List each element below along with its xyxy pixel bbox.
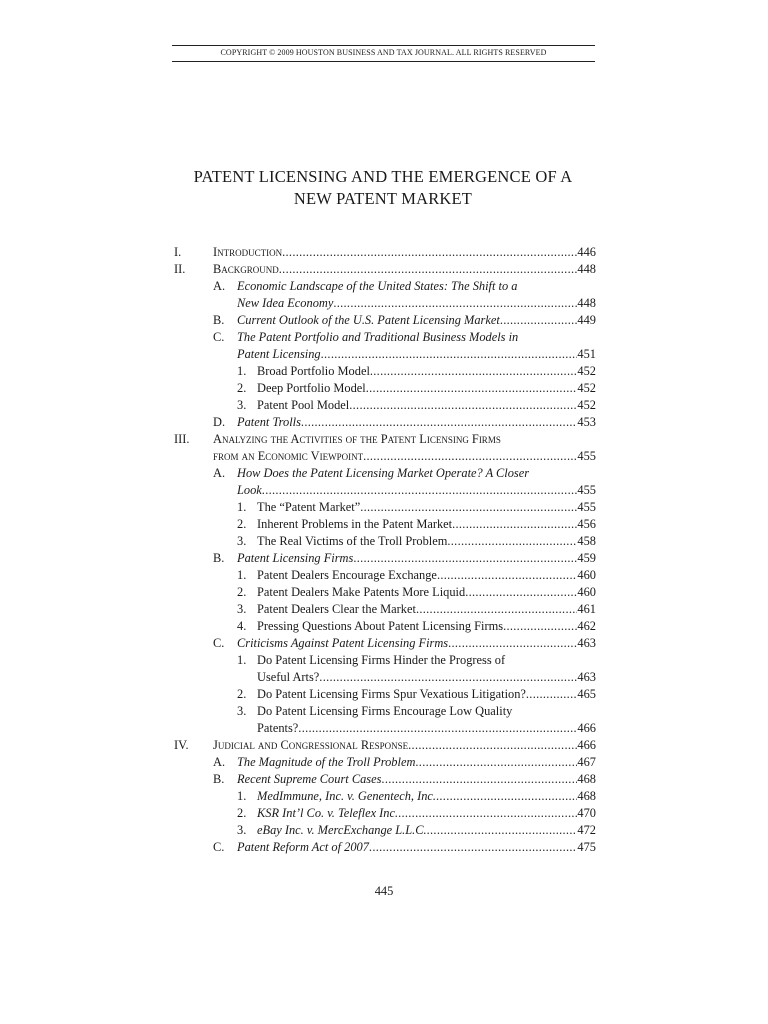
toc-numeral: 3.	[237, 704, 247, 718]
toc-dot-leader	[447, 533, 577, 550]
toc-heading-text: The Patent Portfolio and Traditional Business Models in	[237, 330, 519, 344]
toc-numeral: B.	[213, 551, 225, 565]
toc-dot-leader	[503, 618, 577, 635]
toc-numeral: 1.	[237, 653, 247, 667]
toc-heading-text: Economic Landscape of the United States: The Shift to a	[237, 279, 518, 293]
toc-numeral: 1.	[237, 500, 247, 514]
toc-dot-leader	[301, 414, 577, 431]
toc-numeral: B.	[213, 772, 225, 786]
toc-dot-leader	[398, 805, 577, 822]
title-line-2: NEW PATENT MARKET	[293, 189, 473, 208]
toc-dot-leader	[416, 601, 577, 618]
toc-numeral: C.	[213, 636, 225, 650]
toc-heading-text: Useful Arts?	[257, 670, 320, 684]
toc-numeral: 2.	[237, 687, 247, 701]
toc-dot-leader	[500, 312, 578, 329]
toc-dot-leader	[319, 669, 577, 686]
toc-numeral: A.	[213, 755, 226, 769]
toc-numeral: 2.	[237, 806, 247, 820]
toc-dot-leader	[333, 295, 577, 312]
toc-numeral: 2.	[237, 381, 247, 395]
toc-page-number: 452	[577, 381, 596, 395]
toc-entry-line	[0, 516, 768, 533]
title-line-1: PATENT LICENSING AND THE EMERGENCE OF A	[193, 167, 573, 186]
toc-entry-line	[0, 822, 768, 839]
toc-page-number: 459	[577, 551, 596, 565]
toc-heading-text: The Magnitude of the Troll Problem	[237, 755, 416, 769]
toc-dot-leader	[465, 584, 577, 601]
toc-entry-line	[0, 533, 768, 550]
toc-entry-line	[0, 397, 768, 414]
toc-page-number: 462	[577, 619, 596, 633]
toc-dot-leader	[526, 686, 578, 703]
toc-page-number: 456	[577, 517, 596, 531]
toc-entry-line	[0, 601, 768, 618]
toc-page-number: 449	[577, 313, 596, 327]
toc-entry-line	[0, 380, 768, 397]
toc-heading-text: Background	[213, 262, 279, 276]
toc-entry-line	[0, 448, 768, 465]
toc-entry-line	[0, 482, 768, 499]
toc-heading-text: The Real Victims of the Troll Problem	[257, 534, 448, 548]
toc-page-number: 472	[577, 823, 596, 837]
page-number: 445	[374, 884, 394, 898]
toc-page-number: 466	[577, 721, 596, 735]
toc-page-number: 446	[577, 245, 596, 259]
toc-page-number: 466	[577, 738, 596, 752]
toc-dot-leader	[282, 244, 577, 261]
toc-heading-text: KSR Int’l Co. v. Teleflex Inc.	[257, 806, 399, 820]
toc-entry-line	[0, 686, 768, 703]
toc-entry-line	[0, 499, 768, 516]
toc-dot-leader	[415, 754, 577, 771]
toc-heading-text: The “Patent Market”	[257, 500, 361, 514]
toc-page-number: 468	[577, 772, 596, 786]
toc-dot-leader	[353, 550, 577, 567]
toc-entry-line	[0, 805, 768, 822]
toc-heading-text: Patent Dealers Encourage Exchange	[257, 568, 437, 582]
toc-page-number: 463	[577, 670, 596, 684]
toc-entry-line	[0, 414, 768, 431]
toc-numeral: A.	[213, 279, 226, 293]
toc-entry-line	[0, 346, 768, 363]
toc-heading-text: Patent Licensing Firms	[237, 551, 354, 565]
toc-entry-line	[0, 363, 768, 380]
toc-page-number: 465	[577, 687, 596, 701]
toc-dot-leader	[369, 839, 577, 856]
toc-page-number: 452	[577, 364, 596, 378]
toc-entry-line	[0, 295, 768, 312]
toc-page-number: 468	[577, 789, 596, 803]
toc-numeral: B.	[213, 313, 225, 327]
toc-entry-line	[0, 312, 768, 329]
toc-page-number: 460	[577, 585, 596, 599]
toc-heading-text: Patents?	[257, 721, 299, 735]
toc-page-number: 451	[577, 347, 596, 361]
toc-numeral: II.	[174, 262, 186, 276]
toc-dot-leader	[366, 380, 578, 397]
toc-dot-leader	[437, 567, 577, 584]
toc-page-number: 453	[577, 415, 596, 429]
toc-entry-line	[0, 788, 768, 805]
toc-heading-text: Patent Pool Model	[257, 398, 350, 412]
toc-entry-line	[0, 465, 768, 482]
toc-heading-text: Criticisms Against Patent Licensing Firms	[237, 636, 449, 650]
toc-heading-text: Pressing Questions About Patent Licensing Firms	[257, 619, 504, 633]
toc-heading-text: Broad Portfolio Model	[257, 364, 370, 378]
toc-heading-text: Inherent Problems in the Patent Market	[257, 517, 453, 531]
toc-dot-leader	[408, 737, 577, 754]
toc-heading-text: Patent Licensing	[237, 347, 321, 361]
toc-heading-text: Introduction	[213, 245, 283, 259]
toc-numeral: IV.	[174, 738, 189, 752]
toc-dot-leader	[349, 397, 577, 414]
toc-entry-line	[0, 737, 768, 754]
toc-dot-leader	[363, 448, 577, 465]
toc-entry-line	[0, 635, 768, 652]
toc-entry-line	[0, 754, 768, 771]
toc-entry-line	[0, 703, 768, 720]
toc-heading-text: Patent Reform Act of 2007	[237, 840, 369, 854]
toc-dot-leader	[381, 771, 577, 788]
toc-numeral: A.	[213, 466, 226, 480]
toc-numeral: C.	[213, 330, 225, 344]
toc-numeral: 3.	[237, 534, 247, 548]
toc-page-number: 463	[577, 636, 596, 650]
toc-dot-leader	[427, 822, 578, 839]
toc-entry-line	[0, 329, 768, 346]
toc-page-number: 460	[577, 568, 596, 582]
toc-heading-text: Analyzing the Activities of the Patent Licensing Firms	[213, 432, 501, 446]
toc-dot-leader	[298, 720, 577, 737]
toc-page-number: 455	[577, 449, 596, 463]
toc-page-number: 467	[577, 755, 596, 769]
toc-entry-line	[0, 278, 768, 295]
toc-page-number: 455	[577, 500, 596, 514]
toc-entry-line	[0, 550, 768, 567]
toc-entry-line	[0, 839, 768, 856]
toc-numeral: 1.	[237, 789, 247, 803]
toc-entry-line	[0, 618, 768, 635]
toc-entry-line	[0, 244, 768, 261]
toc-page-number: 448	[577, 296, 596, 310]
toc-numeral: 2.	[237, 517, 247, 531]
toc-numeral: 3.	[237, 602, 247, 616]
toc-numeral: I.	[174, 245, 182, 259]
toc-entry-line	[0, 652, 768, 669]
toc-heading-text: How Does the Patent Licensing Market Operate? A Closer	[237, 466, 530, 480]
toc-entry-line	[0, 771, 768, 788]
toc-numeral: 3.	[237, 823, 247, 837]
toc-entry-line	[0, 584, 768, 601]
toc-dot-leader	[452, 516, 577, 533]
toc-heading-text: from an Economic Viewpoint	[213, 449, 364, 463]
toc-numeral: 3.	[237, 398, 247, 412]
toc-entry-line	[0, 567, 768, 584]
toc-dot-leader	[321, 346, 578, 363]
toc-page-number: 461	[577, 602, 596, 616]
toc-entry-line	[0, 720, 768, 737]
toc-entry-line	[0, 431, 768, 448]
toc-heading-text: New Idea Economy	[237, 296, 334, 310]
toc-heading-text: Do Patent Licensing Firms Hinder the Progress of	[257, 653, 506, 667]
toc-numeral: C.	[213, 840, 225, 854]
toc-dot-leader	[370, 363, 578, 380]
toc-page-number: 452	[577, 398, 596, 412]
toc-page-number: 448	[577, 262, 596, 276]
toc-heading-text: eBay Inc. v. MercExchange L.L.C.	[257, 823, 427, 837]
toc-dot-leader	[360, 499, 577, 516]
toc-page-number: 455	[577, 483, 596, 497]
toc-heading-text: MedImmune, Inc. v. Genentech, Inc.	[257, 789, 437, 803]
toc-heading-text: Patent Trolls	[237, 415, 301, 429]
toc-heading-text: Look	[237, 483, 262, 497]
toc-entry-line	[0, 669, 768, 686]
toc-dot-leader	[448, 635, 577, 652]
toc-page-number: 470	[577, 806, 596, 820]
toc-heading-text: Recent Supreme Court Cases	[237, 772, 382, 786]
toc-numeral: III.	[174, 432, 190, 446]
toc-heading-text: Current Outlook of the U.S. Patent Licensing Market	[237, 313, 500, 327]
toc-page-number: 458	[577, 534, 596, 548]
toc-heading-text: Do Patent Licensing Firms Encourage Low Quality	[257, 704, 513, 718]
toc-heading-text: Judicial and Congressional Response	[213, 738, 409, 752]
toc-numeral: 1.	[237, 568, 247, 582]
toc-entry-line	[0, 261, 768, 278]
toc-page-number: 475	[577, 840, 596, 854]
copyright-notice: COPYRIGHT © 2009 HOUSTON BUSINESS AND TAX JOURNAL. ALL RIGHTS RESERVED	[220, 48, 547, 57]
toc-numeral: 4.	[237, 619, 247, 633]
toc-numeral: 1.	[237, 364, 247, 378]
toc-dot-leader	[279, 261, 578, 278]
toc-numeral: D.	[213, 415, 226, 429]
toc-heading-text: Patent Dealers Clear the Market	[257, 602, 416, 616]
toc-dot-leader	[262, 482, 578, 499]
toc-heading-text: Patent Dealers Make Patents More Liquid	[257, 585, 466, 599]
toc-dot-leader	[436, 788, 577, 805]
toc-heading-text: Do Patent Licensing Firms Spur Vexatious Litigation?	[257, 687, 526, 701]
toc-heading-text: Deep Portfolio Model	[257, 381, 366, 395]
toc-numeral: 2.	[237, 585, 247, 599]
